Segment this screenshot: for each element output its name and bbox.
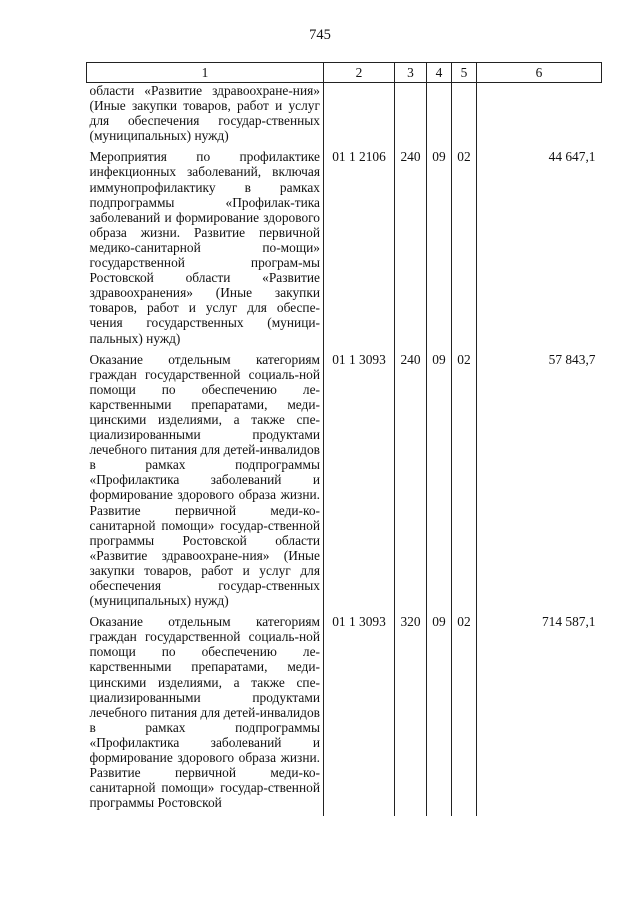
column-header-1: 1 [87,63,324,83]
row-section: 09 [427,614,452,816]
page-number: 745 [309,27,331,43]
table-row [87,614,602,816]
row-expense-type: 320 [395,614,427,816]
row-description: Оказание отдельным категориям граждан государственной социаль-ной помощи по обеспечению ле-карственными препаратами, меди-цинскими изделиями, а также спе-циализированными продуктами лечебного питания для детей-инвалидов в рамках подпрограммы «Профилактика заболеваний и формирование здорового образа жизни. Развитие первичной меди-ко-санитарной помощи» государ-ственной программы Ростовской [87,614,324,816]
header-row [87,63,602,83]
row-target-code: 01 1 3093 [324,614,395,816]
row-subsection: 02 [452,149,477,351]
column-header-3: 3 [395,63,427,83]
row-amount: 714 587,1 [541,614,596,630]
table-row [87,352,602,615]
row-expense-type: 240 [395,149,427,351]
table-row [87,83,602,150]
budget-table [86,62,602,816]
row-section: 09 [427,149,452,351]
row-section [427,83,452,150]
row-description: Мероприятия по профилактике инфекционных заболеваний, включая иммунопрофилактику в рамках подпрограммы «Профилак-тика заболеваний и формирование здорового образа жизни. Развитие первичной медико-санитарной по-мощи» государственной програм-мы Ростовской области «Развитие здравоохранения» (Иные закупки товаров, работ и услуг для обеспе-чения государственных (муници-пальных) нужд) [87,149,324,351]
row-description: области «Развитие здравоохране-ния» (Иные закупки товаров, работ и услуг для обеспечения государ-ственных (муниципальных) нужд) [87,83,324,150]
row-description: Оказание отдельным категориям граждан государственной социаль-ной помощи по обеспечению ле-карственными препаратами, меди-цинскими изделиями, а также спе-циализированными продуктами лечебного питания для детей-инвалидов в рамках подпрограммы «Профилактика заболеваний и формирование здорового образа жизни. Развитие первичной меди-ко-санитарной помощи» государ-ственной программы Ростовской области «Развитие здравоохране-ния» (Иные закупки товаров, работ и услуг для обеспечения государ-ственных (муниципальных) нужд) [87,352,324,615]
row-target-code: 01 1 3093 [324,352,395,615]
row-amount: 57 843,7 [548,351,596,367]
row-section: 09 [427,352,452,615]
column-header-4: 4 [427,63,452,83]
row-target-code [324,83,395,150]
row-subsection: 02 [452,614,477,816]
column-header-5: 5 [452,63,477,83]
column-header-6: 6 [477,63,602,83]
row-target-code: 01 1 2106 [324,149,395,351]
row-subsection [452,83,477,150]
row-expense-type: 240 [395,352,427,615]
row-amount: 44 647,1 [548,149,596,165]
row-amount [477,83,602,150]
table-row [87,149,602,351]
column-header-2: 2 [324,63,395,83]
row-subsection: 02 [452,352,477,615]
row-expense-type [395,83,427,150]
